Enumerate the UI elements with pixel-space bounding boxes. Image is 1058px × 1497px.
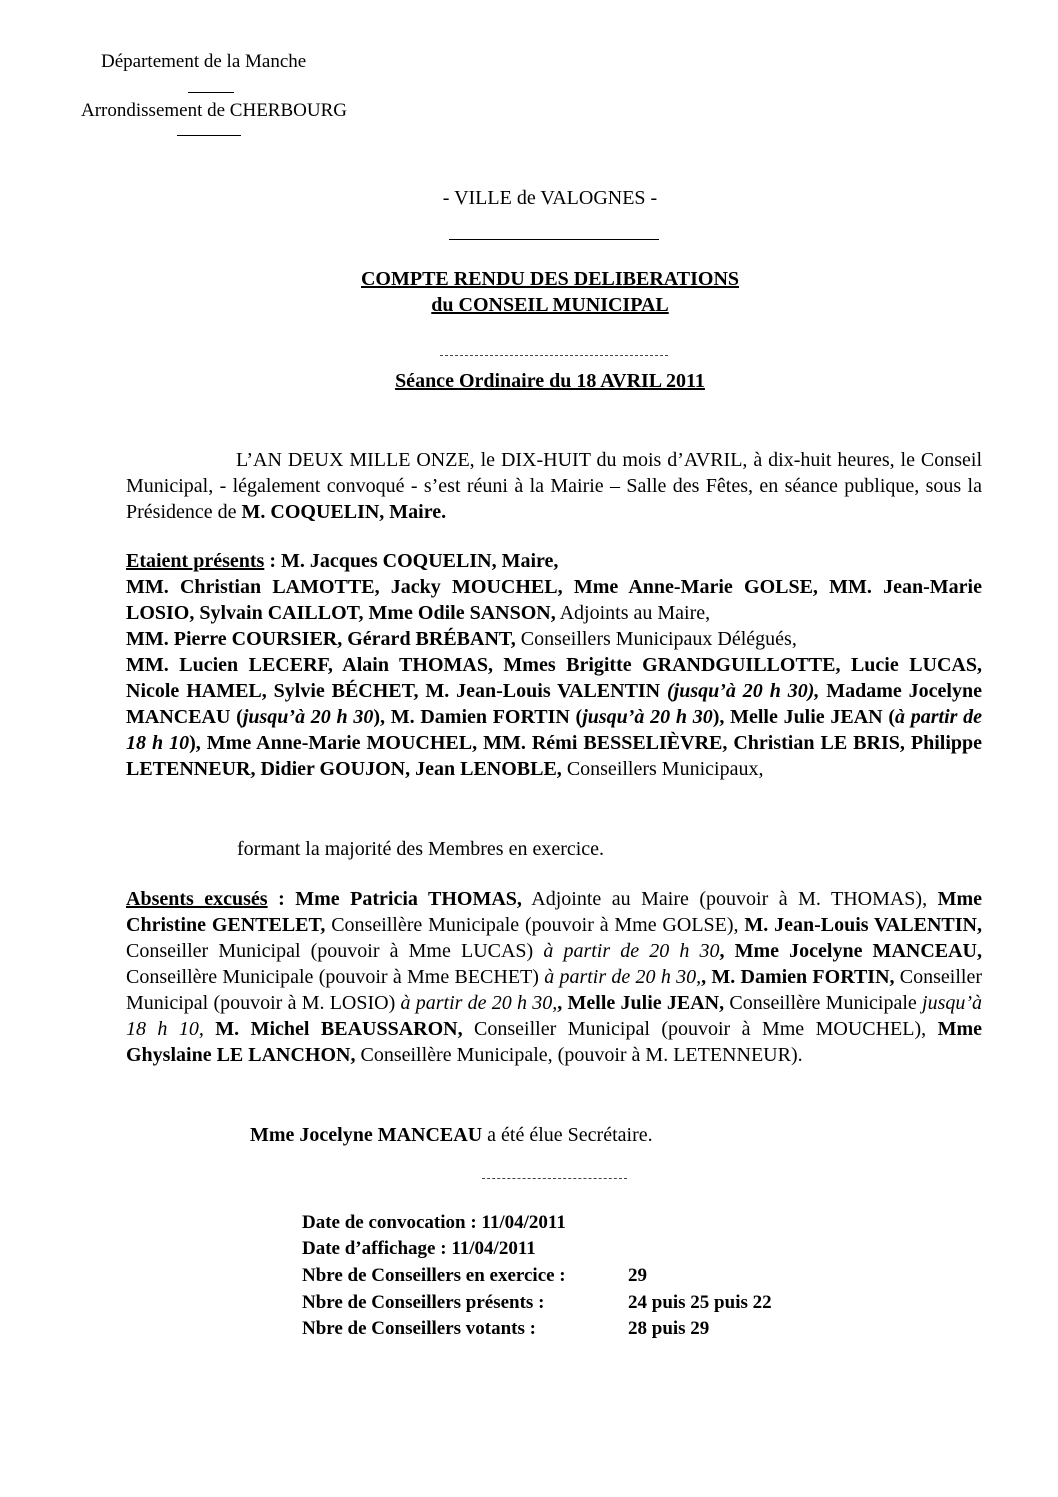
seance-title: Séance Ordinaire du 18 AVRIL 2011 <box>395 370 705 392</box>
departement-label: Département de la Manche <box>101 51 307 72</box>
absents-paragraph <box>126 886 982 1068</box>
absents-label: Absents excusés <box>126 888 268 910</box>
absent-5-name: , M. Damien FORTIN, <box>701 966 895 988</box>
arrondissement-label: Arrondissement de CHERBOURG <box>81 100 347 121</box>
absent-4-name: , Mme Jocelyne MANCEAU, <box>719 940 982 962</box>
ville-rule <box>449 239 659 240</box>
absent-4-detail: Conseillère Municipale (pouvoir à Mme BECHET) <box>126 966 545 988</box>
compte-rendu-title-2: du CONSEIL MUNICIPAL <box>431 294 669 316</box>
absent-3-note: à partir de 20 h 30 <box>543 940 720 962</box>
absent-3-name: M. Jean-Louis VALENTIN, <box>738 914 982 936</box>
absent-6-note: jusqu’à 18 h 10, <box>126 992 983 1040</box>
secretaire-text: a été élue Secrétaire. <box>482 1124 653 1146</box>
presents-conseillers-names-4: ), Melle Julie JEAN ( <box>712 706 896 728</box>
presents-adjoints <box>126 574 982 626</box>
secretaire-line <box>250 1124 653 1147</box>
presents-conseillers-names-3: ), M. Damien FORTIN ( <box>373 706 583 728</box>
absent-3-detail: Conseiller Municipal (pouvoir à Mme LUCAS) <box>126 940 544 962</box>
conseillers-votants-value: 28 puis 29 <box>628 1318 710 1339</box>
presents-maire: M. Jacques COQUELIN, Maire, <box>281 550 559 572</box>
intro-paragraph <box>126 447 982 525</box>
absents-colon: : <box>267 888 296 910</box>
conseillers-presents-label: Nbre de Conseillers présents : <box>302 1292 545 1313</box>
intro-text: L’AN DEUX MILLE ONZE, le DIX-HUIT du mois d’AVRIL, à dix-huit heures, le Conseil Municipal, - légalement convoqué - s’est réuni à la Mairie – Salle des Fêtes, en séance publique, sous la Présidence de <box>126 449 982 523</box>
compte-rendu-title-1: COMPTE RENDU DES DELIBERATIONS <box>360 268 740 290</box>
secretaire-separator <box>482 1178 627 1179</box>
presents-conseillers-names-2: Madame Jocelyne MANCEAU ( <box>126 680 982 728</box>
header-rule-2 <box>177 135 241 136</box>
absent-8-detail: Conseillère Municipale, (pouvoir à M. LETENNEUR). <box>355 1044 803 1066</box>
presents-conseillers <box>126 652 982 782</box>
presents-adjoints-names: MM. Christian LAMOTTE, Jacky MOUCHEL, Mme Anne-Marie GOLSE, MM. Jean-Marie LOSIO, Sylvain CAILLOT, Mme Odile SANSON, <box>126 576 982 624</box>
absent-6-name: , Melle Julie JEAN, <box>557 992 725 1014</box>
presents-adjoints-role: Adjoints au Maire, <box>555 602 711 624</box>
majorite-line: formant la majorité des Membres en exercice. <box>237 838 605 860</box>
absent-4-note: à partir de 20 h 30, <box>544 966 702 988</box>
absent-5-detail: Conseiller Municipal (pouvoir à M. LOSIO) <box>126 966 982 1014</box>
absent-1-detail: Adjointe au Maire (pouvoir à M. THOMAS), <box>521 888 928 910</box>
conseillers-exercice-value: 29 <box>628 1265 647 1286</box>
conseillers-votants-label: Nbre de Conseillers votants : <box>302 1318 536 1339</box>
absent-1-name: Mme Patricia THOMAS, <box>295 888 522 910</box>
presents-conseillers-names-5: ), Mme Anne-Marie MOUCHEL, MM. Rémi BESSELIÈVRE, Christian LE BRIS, Philippe LETENNEUR, Didier GOUJON, Jean LENOBLE, <box>126 732 983 780</box>
absent-7-detail: Conseiller Municipal (pouvoir à Mme MOUCHEL), <box>462 1018 927 1040</box>
presents-note-4: à partir de 18 h 10 <box>126 706 983 754</box>
secretaire-name: Mme Jocelyne MANCEAU <box>250 1124 483 1146</box>
presents-delegues-role: Conseillers Municipaux Délégués, <box>515 628 797 650</box>
absent-6-detail: Conseillère Municipale <box>724 992 923 1014</box>
presents-note-1: (jusqu’à 20 h 30), <box>667 680 820 702</box>
presents-delegues <box>126 626 982 652</box>
presents-colon: : <box>264 550 281 572</box>
presents-line-1 <box>126 548 982 574</box>
absent-7-name: M. Michel BEAUSSARON, <box>203 1018 463 1040</box>
conseillers-exercice-label: Nbre de Conseillers en exercice : <box>302 1265 566 1286</box>
title-separator <box>440 355 668 356</box>
absent-2-detail: Conseillère Municipale (pouvoir à Mme GOLSE), <box>325 914 739 936</box>
date-convocation: Date de convocation : 11/04/2011 <box>302 1212 566 1233</box>
presents-conseillers-role: Conseillers Municipaux, <box>561 758 764 780</box>
date-affichage: Date d’affichage : 11/04/2011 <box>302 1238 536 1259</box>
conseillers-presents-value: 24 puis 25 puis 22 <box>628 1292 772 1313</box>
absent-8-name: Mme Ghyslaine LE LANCHON, <box>126 1018 983 1066</box>
absent-5-note: à partir de 20 h 30, <box>400 992 558 1014</box>
presents-delegues-names: MM. Pierre COURSIER, Gérard BRÉBANT, <box>126 628 516 650</box>
header-rule-1 <box>188 92 234 93</box>
presents-label: Etaient présents <box>126 550 265 572</box>
intro-president: M. COQUELIN, Maire. <box>241 501 447 523</box>
presents-note-2: jusqu’à 20 h 30 <box>242 706 374 728</box>
absent-2-name: Mme Christine GENTELET, <box>126 888 982 936</box>
presents-conseillers-names-1: MM. Lucien LECERF, Alain THOMAS, Mmes Brigitte GRANDGUILLOTTE, Lucie LUCAS, Nicole HAMEL, Sylvie BÉCHET, M. Jean-Louis VALENTIN <box>126 654 982 702</box>
ville-title: - VILLE de VALOGNES - <box>442 187 658 209</box>
presents-note-3: jusqu’à 20 h 30 <box>582 706 713 728</box>
